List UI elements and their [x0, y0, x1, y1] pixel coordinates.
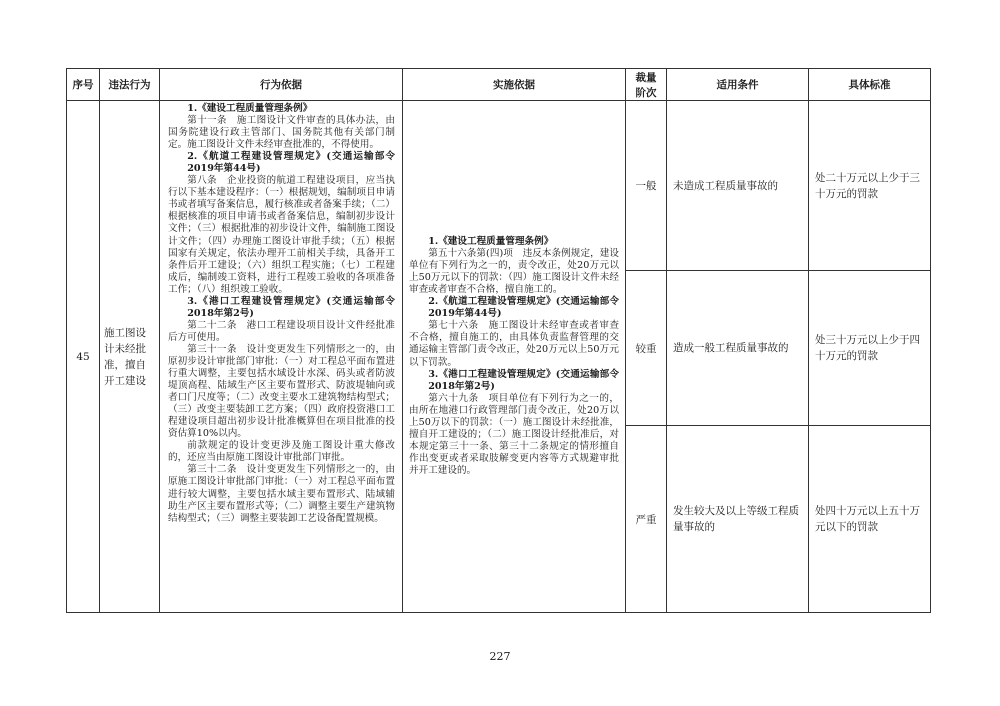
regulation-clause: 第六十九条 项目单位有下列行为之一的，由所在地港口行政管理部门责令改正，处20万以上50万以下的罚款：（一）施工图设计未经批准，擅自开工建设的；（二）施工图设计经批准后，对本规定第三十一条、第三十二条规定的情形擅自作出变更或者采取肢解变更内容等方式规避审批并开工建设的。 — [409, 392, 619, 477]
tier-standard — [809, 426, 931, 613]
tier-level: 较重 — [626, 271, 667, 426]
penalty-table — [66, 68, 931, 613]
tier-condition — [667, 101, 809, 271]
violation-text: 施工图设计未经批准，擅自开工建设 — [104, 326, 146, 387]
tier-standard-text: 处四十万元以上五十万元以下的罚款 — [815, 505, 920, 533]
basis-text — [160, 101, 402, 525]
header-level-line1: 裁量 — [635, 71, 657, 84]
tier-standard-text: 处三十万元以上少于四十万元的罚款 — [815, 334, 920, 362]
header-standard: 具体标准 — [809, 69, 931, 101]
tier-condition-text: 发生较大及以上等级工程质量事故的 — [673, 505, 799, 533]
regulation-clause: 第三十一条 设计变更发生下列情形之一的，由原初步设计审批部门审批：（一）对工程总平面布置进行重大调整，主要包括水域设计水深、码头或者防波堤顶高程、陆域生产区主要布置形式、防波堤轴向或者口门尺度等；（二）改变主要水工建筑物结构型式；（三）改变主要装卸工艺方案；（四）政府投资港口工程建设项目超出初步设计批准概算但在项目批准的投资估算10%以内。 — [168, 343, 395, 440]
regulation-heading: 2.《航道工程建设管理规定》(交通运输部令2019年第44号) — [428, 296, 619, 320]
regulation-clause: 前款规定的设计变更涉及施工图设计重大修改的，还应当由原施工图设计审批部门审批。 — [168, 440, 395, 464]
regulation-heading: 3.《港口工程建设管理规定》(交通运输部令2018年第2号) — [187, 295, 395, 319]
header-condition: 适用条件 — [667, 69, 809, 101]
table-row — [67, 101, 931, 271]
header-row — [67, 69, 931, 101]
row-violation — [100, 101, 160, 613]
regulation-heading: 2.《航道工程建设管理规定》(交通运输部令2019年第44号) — [187, 151, 395, 175]
header-violation: 违法行为 — [100, 69, 160, 101]
tier-condition-text: 造成一般工程质量事故的 — [673, 342, 789, 354]
tier-level: 一般 — [626, 101, 667, 271]
tier-standard-text: 处二十万元以上少于三十万元的罚款 — [815, 171, 920, 200]
regulation-heading: 1.《建设工程质量管理条例》 — [187, 103, 313, 114]
tier-condition-text: 未造成工程质量事故的 — [673, 179, 778, 192]
implementation-text — [403, 236, 625, 478]
regulation-clause: 第八条 企业投资的航道工程建设项目，应当执行以下基本建设程序：（一）根据规划，编制项目申请书或者填写备案信息，履行核准或者备案手续；（二）根据核准的项目申请书或者备案信息，编制初步设计文件；（三）根据批准的初步设计文件，编制施工图设计文件；（四）办理施工图设计审批手续；（五）根据国家有关规定，依法办理开工前相关手续，具备开工条件后开工建设；（六）组织工程实施；（七）工程建成后，编制竣工资料，进行工程竣工验收的各项准备工作；（八）组织竣工验收。 — [168, 175, 395, 295]
header-level-line2: 阶次 — [635, 86, 657, 99]
regulation-clause: 第三十二条 设计变更发生下列情形之一的，由原施工图设计审批部门审批：（一）对工程总平面布置进行较大调整，主要包括水域主要布置形式、陆域辅助生产区主要布置形式等；（二）调整主要生产建筑物结构型式；（三）调整主要装卸工艺设备配置规模。 — [168, 464, 395, 524]
row-index: 45 — [67, 101, 100, 613]
header-implementation: 实施依据 — [403, 69, 626, 101]
row-implementation — [403, 101, 626, 613]
page-number: 227 — [489, 650, 511, 663]
regulation-clause: 第七十六条 施工图设计未经审查或者审查不合格，擅自施工的，由具体负责监督管理的交通运输主管部门责令改正，处20万元以上50万元以下罚款。 — [409, 320, 619, 368]
row-basis — [160, 101, 403, 613]
tier-level: 严重 — [626, 426, 667, 613]
header-basis: 行为依据 — [160, 69, 403, 101]
tier-condition — [667, 426, 809, 613]
regulation-clause: 第五十六条第(四)项 违反本条例规定，建设单位有下列行为之一的，责令改正，处20万元以上50万元以下的罚款：（四）施工图设计文件未经审查或者审查不合格，擅自施工的。 — [409, 247, 619, 295]
regulation-clause: 第十一条 施工图设计文件审查的具体办法，由国务院建设行政主管部门、国务院其他有关部门制定。施工图设计文件未经审查批准的，不得使用。 — [168, 115, 395, 151]
regulation-heading: 3.《港口工程建设管理规定》(交通运输部令2018年第2号) — [428, 368, 619, 392]
regulation-heading: 1.《建设工程质量管理条例》 — [428, 235, 554, 247]
header-level — [626, 69, 667, 101]
regulation-clause: 第二十二条 港口工程建设项目设计文件经批准后方可使用。 — [168, 319, 395, 343]
tier-condition — [667, 271, 809, 426]
tier-standard — [809, 101, 931, 271]
tier-standard — [809, 271, 931, 426]
header-index: 序号 — [67, 69, 100, 101]
